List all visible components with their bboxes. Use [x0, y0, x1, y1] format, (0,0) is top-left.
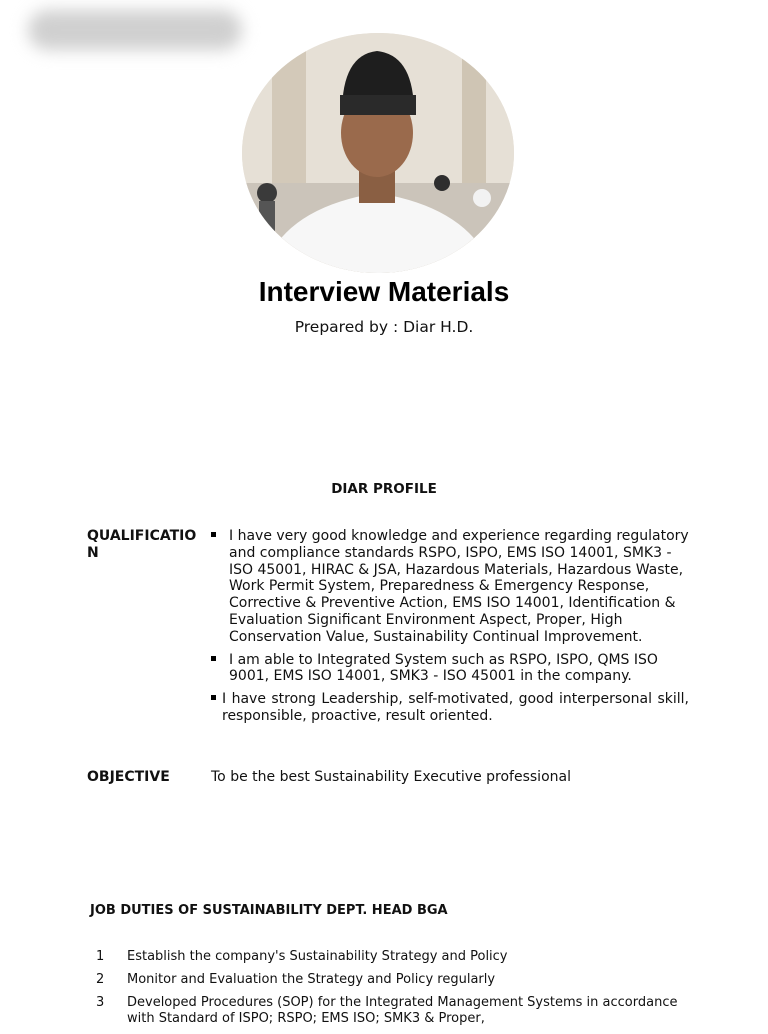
- duty-item: [96, 949, 686, 965]
- qualification-list: [211, 528, 689, 731]
- profile-heading: DIAR PROFILE: [331, 481, 437, 497]
- qualification-item: [211, 691, 689, 725]
- profile-photo: [242, 33, 514, 273]
- qualification-item: [211, 652, 689, 686]
- page-title: Interview Materials: [258, 276, 510, 307]
- blurred-logo: [28, 10, 242, 50]
- duty-text: Monitor and Evaluation the Strategy and Policy regularly: [127, 972, 496, 988]
- duty-text: Establish the company's Sustainability Strategy and Policy: [127, 949, 508, 964]
- duty-text: Developed Procedures (SOP) for the Integrated Management Systems in accordance with Standard of ISPO; RSPO; EMS ISO; SMK3 & Proper,: [127, 995, 678, 1026]
- qualification-text: I have strong Leadership, self-motivated, good interpersonal skill, responsible, proactive, result oriented.: [222, 691, 689, 724]
- qualification-label: QUALIFICATION: [87, 528, 197, 561]
- qualification-text: I am able to Integrated System such as RSPO, ISPO, QMS ISO 9001, EMS ISO 14001, SMK3 - ISO 45001 in the company.: [229, 651, 658, 685]
- duties-heading: JOB DUTIES OF SUSTAINABILITY DEPT. HEAD BGA: [90, 903, 448, 918]
- duty-item: [96, 972, 686, 988]
- qualification-item: [211, 528, 689, 646]
- qualification-text: I have very good knowledge and experience regarding regulatory and compliance standards RSPO, ISPO, EMS ISO 14001, SMK3 - ISO 45001, HIRAC & JSA, Hazardous Materials, Hazardous Waste, Work Permit System, Preparedness & Emergency Response, Corrective & Preventive Action, EMS ISO 14001, Identification & Evaluation Significant Environment Aspect, Proper, High Conservation Value, Sustainability Continual Improvement.: [229, 528, 689, 645]
- objective-label: OBJECTIVE: [87, 769, 170, 785]
- duty-number: 3: [96, 995, 105, 1011]
- page-subtitle: Prepared by : Diar H.D.: [294, 318, 474, 336]
- duties-list: [96, 949, 686, 1034]
- bullet-icon: [211, 656, 216, 661]
- bullet-icon: [211, 532, 216, 537]
- objective-text: To be the best Sustainability Executive professional: [211, 769, 571, 785]
- duty-number: 1: [96, 949, 105, 964]
- duty-number: 2: [96, 972, 105, 988]
- bullet-icon: [211, 695, 216, 700]
- duty-item: [96, 995, 686, 1026]
